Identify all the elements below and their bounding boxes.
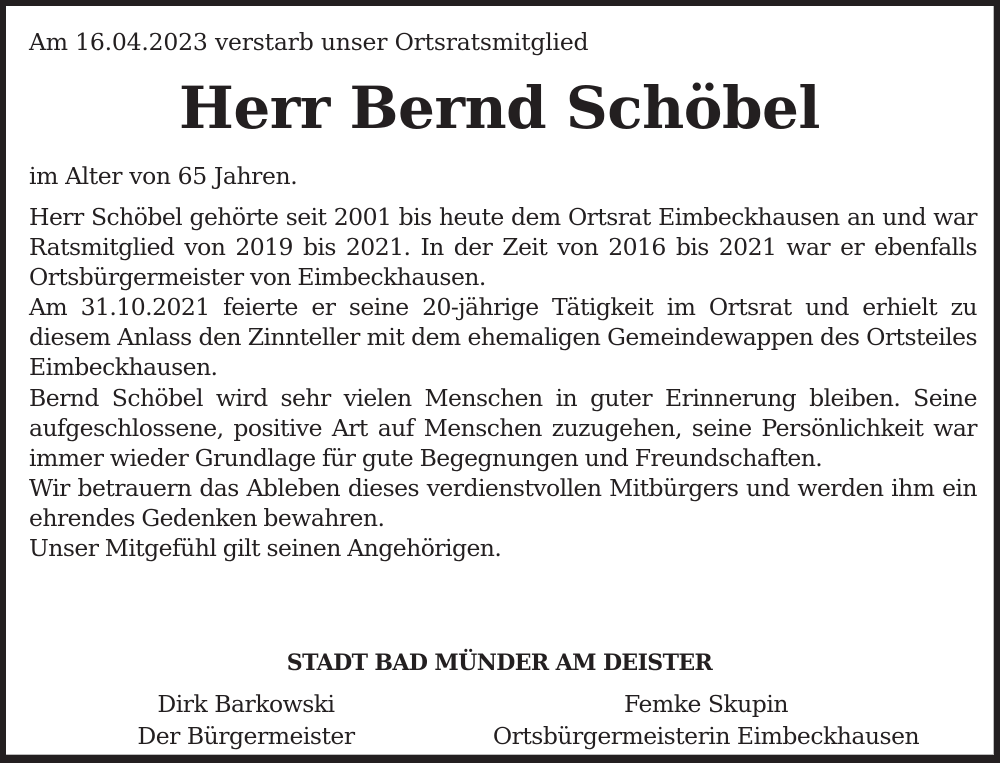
paragraph-remembrance: Bernd Schöbel wird sehr vielen Menschen in guter Erinnerung bleiben. Seine aufgeschlossene, positive Art auf Menschen zuzugehen, seine Persönlichkeit war immer wieder Grundlage für gute Begegnungen und Freundschaften. <box>29 383 977 472</box>
paragraph-mourning: Wir betrauern das Ableben dieses verdienstvollen Mitbürgers und werden ihm ein ehrendes Gedenken bewahren. <box>29 473 977 532</box>
obituary-notice <box>6 6 994 755</box>
age-line: im Alter von 65 Jahren. <box>29 162 298 190</box>
signatory-name: Femke Skupin <box>624 690 788 718</box>
signatory-mayor <box>96 688 396 752</box>
signatory-title: Ortsbürgermeisterin Eimbeckhausen <box>492 722 920 750</box>
paragraph-condolence: Unser Mitgefühl gilt seinen Angehörigen. <box>29 534 502 563</box>
signatory-title: Der Bürgermeister <box>137 722 355 750</box>
organization-name: STADT BAD MÜNDER AM DEISTER <box>286 650 713 676</box>
signatory-local-mayor <box>456 688 956 752</box>
deceased-name: Herr Bernd Schöbel <box>179 74 820 142</box>
intro-line: Am 16.04.2023 verstarb unser Ortsratsmitglied <box>29 28 589 56</box>
signatory-name: Dirk Barkowski <box>157 690 335 718</box>
notice-body <box>29 202 977 563</box>
paragraph-anniversary: Am 31.10.2021 feierte er seine 20-jährige Tätigkeit im Ortsrat und erhielt zu diesem Anlass den Zinnteller mit dem ehemaligen Gemeindewappen des Ortsteiles Eimbeckhausen. <box>29 293 977 382</box>
paragraph-council-history: Herr Schöbel gehörte seit 2001 bis heute dem Ortsrat Eimbeckhausen an und war Ratsmitglied von 2019 bis 2021. In der Zeit von 2016 bis 2021 war er ebenfalls Ortsbürgermeister von Eimbeckhausen. <box>29 203 977 292</box>
